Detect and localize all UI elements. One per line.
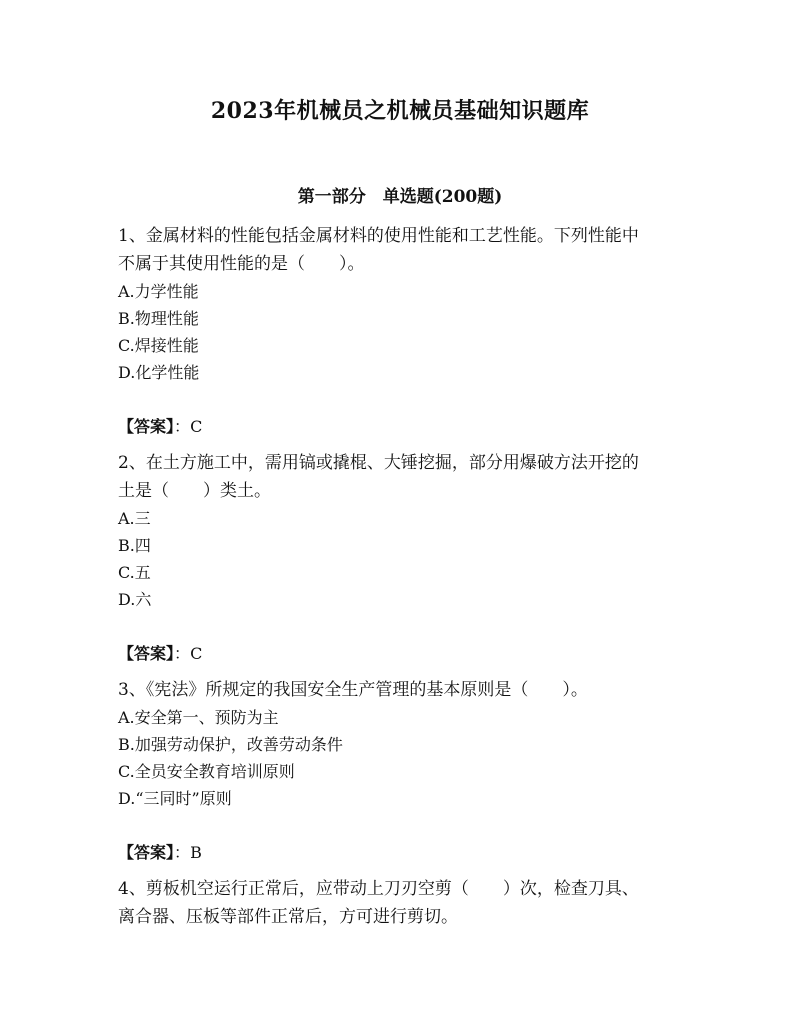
question-stem-line: 2、在土方施工中，需用镐或撬棍、大锤挖掘，部分用爆破方法开挖的 <box>118 453 639 473</box>
question-2 <box>118 449 688 668</box>
option-d: D.六 <box>118 590 152 609</box>
option-b: B.四 <box>118 536 151 555</box>
answer-bracket-open: 【 <box>118 644 135 663</box>
option-a: A.三 <box>118 509 151 528</box>
answer-separator: ： <box>174 417 191 436</box>
answer-label: 答案 <box>134 417 167 436</box>
question-stem-line: 4、剪板机空运行正常后，应带动上刀刃空剪（ ）次，检查刀具、 <box>118 879 639 899</box>
question-stem-line: 1、金属材料的性能包括金属材料的使用性能和工艺性能。下列性能中 <box>118 226 639 246</box>
question-stem-line: 离合器、压板等部件正常后，方可进行剪切。 <box>118 907 458 927</box>
answer-bracket-close: 】 <box>166 417 175 436</box>
question-stem-line: 土是（ ）类土。 <box>118 481 271 501</box>
option-a: A.安全第一、预防为主 <box>118 708 279 727</box>
answer-separator: ： <box>174 644 191 663</box>
answer-bracket-close: 】 <box>166 843 175 862</box>
answer-bracket-open: 【 <box>118 417 135 436</box>
option-b: B.加强劳动保护，改善劳动条件 <box>118 735 343 754</box>
answer-bracket-close: 】 <box>166 644 175 663</box>
question-list <box>118 222 688 931</box>
question-stem-line: 3、《宪法》所规定的我国安全生产管理的基本原则是（ ）。 <box>118 680 588 700</box>
option-c: C.焊接性能 <box>118 336 199 355</box>
answer-bracket-open: 【 <box>118 843 135 862</box>
answer-label: 答案 <box>134 644 167 663</box>
answer-line <box>118 839 688 867</box>
answer-line <box>118 413 688 441</box>
option-c: C.五 <box>118 563 151 582</box>
question-3 <box>118 676 688 867</box>
option-b: B.物理性能 <box>118 309 199 328</box>
question-4 <box>118 875 688 931</box>
answer-value: C <box>190 644 203 663</box>
answer-line <box>118 640 688 668</box>
answer-value: C <box>190 417 203 436</box>
section-title: 第一部分 单选题(200题) <box>297 187 503 207</box>
answer-label: 答案 <box>134 843 167 862</box>
document-title: 2023年机械员之机械员基础知识题库 <box>210 98 590 124</box>
answer-value: B <box>190 843 202 862</box>
question-1 <box>118 222 688 441</box>
option-c: C.全员安全教育培训原则 <box>118 762 295 781</box>
option-a: A.力学性能 <box>118 282 199 301</box>
option-d: D.“三同时”原则 <box>118 789 232 808</box>
question-stem-line: 不属于其使用性能的是（ ）。 <box>118 254 365 274</box>
option-d: D.化学性能 <box>118 363 200 382</box>
answer-separator: ： <box>174 843 191 862</box>
